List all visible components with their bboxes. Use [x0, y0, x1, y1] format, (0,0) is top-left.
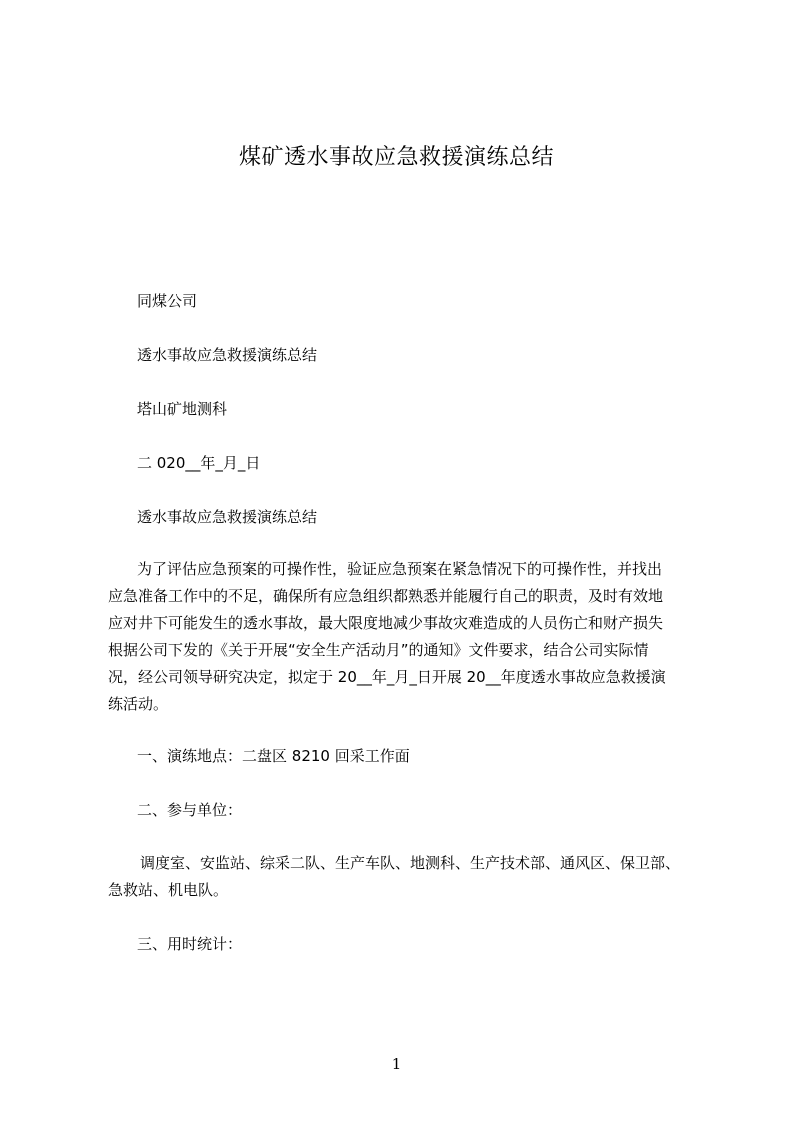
section-heading: 透水事故应急救援演练总结 [137, 508, 318, 526]
paragraph-line: 应急准备工作中的不足，确保所有应急组织都熟悉并能履行自己的职责，及时有效地 [108, 587, 664, 605]
paragraph-line: 为了评估应急预案的可操作性，验证应急预案在紧急情况下的可操作性，并找出 [137, 560, 663, 578]
page-number: 1 [391, 1055, 402, 1073]
company-name: 同煤公司 [137, 292, 198, 310]
paragraph-line: 急救站、机电队。 [108, 881, 229, 899]
section-location: 一、演练地点：二盘区 8210 回采工作面 [137, 747, 410, 765]
section-time-heading: 三、用时统计： [137, 935, 243, 953]
paragraph-line: 练活动。 [108, 695, 169, 713]
paragraph-line: 调度室、安监站、综采二队、生产车队、地测科、生产技术部、通风区、保卫部、 [140, 854, 681, 872]
paragraph-line: 况，经公司领导研究决定，拟定于 20__年_月_日开展 20__年度透水事故应急救援演 [108, 668, 666, 686]
section-units-heading: 二、参与单位： [137, 801, 243, 819]
document-subtitle: 透水事故应急救援演练总结 [137, 346, 318, 364]
document-date: 二 020__年_月_日 [137, 454, 261, 472]
paragraph-line: 应对井下可能发生的透水事故，最大限度地减少事故灾难造成的人员伤亡和财产损失 [108, 614, 664, 632]
document-title: 煤矿透水事故应急救援演练总结 [238, 145, 554, 170]
department-name: 塔山矿地测科 [137, 400, 228, 418]
paragraph-line: 根据公司下发的《关于开展“安全生产活动月”的通知》文件要求，结合公司实际情 [108, 641, 649, 659]
